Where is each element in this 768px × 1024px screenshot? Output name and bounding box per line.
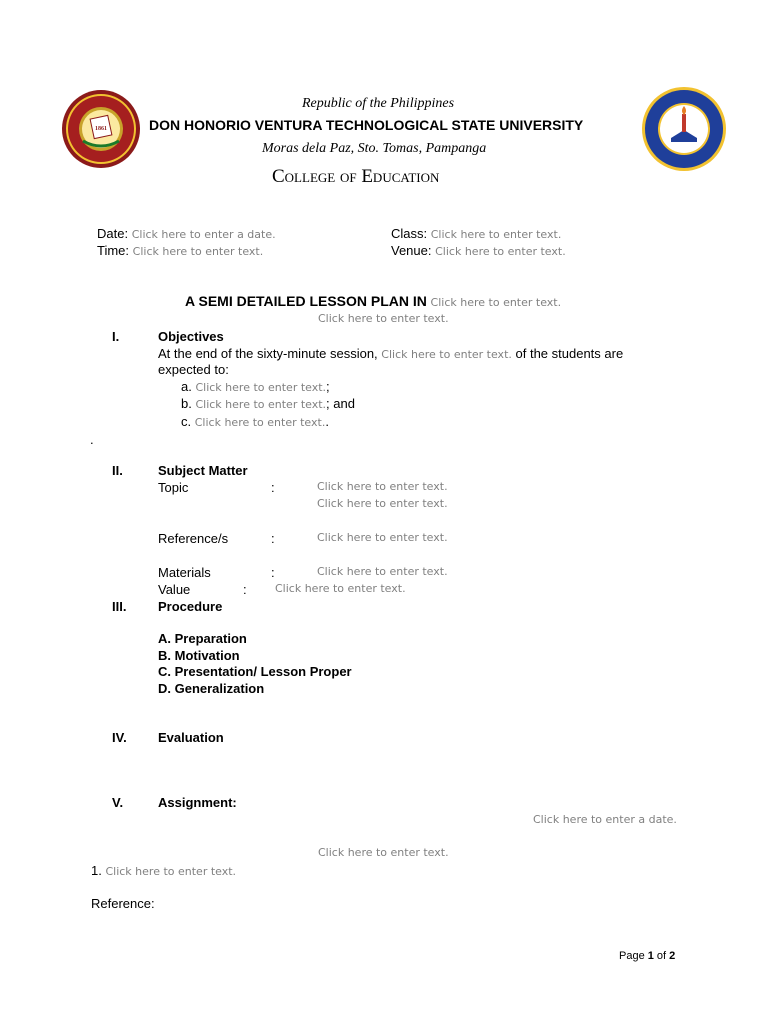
assignment-date-field[interactable]: Click here to enter a date.: [533, 813, 677, 826]
time-label: Time:: [97, 243, 130, 258]
value-field[interactable]: Click here to enter text.: [275, 582, 406, 595]
republic-text: Republic of the Philippines: [302, 96, 455, 111]
class-field[interactable]: Click here to enter text.: [430, 228, 562, 241]
venue-label: Venue:: [391, 243, 432, 258]
date-field[interactable]: Click here to enter a date.: [131, 228, 276, 241]
university-seal-logo: [61, 89, 141, 169]
date-label: Date:: [97, 226, 129, 241]
reference-colon: :: [271, 531, 275, 546]
seal-year: 1861: [95, 126, 107, 132]
college-name: College of Education: [272, 166, 440, 187]
reference-footer-label: Reference:: [91, 896, 155, 911]
grade-field[interactable]: Click here to enter text.: [318, 312, 449, 325]
time-field[interactable]: Click here to enter text.: [132, 245, 264, 258]
subject-field[interactable]: Click here to enter text.: [430, 296, 562, 309]
class-label: Class:: [391, 226, 428, 241]
materials-label: Materials: [158, 565, 211, 580]
procedure-num: III.: [112, 599, 127, 614]
objective-b: b. Click here to enter text.; and: [181, 396, 355, 411]
students-count-field[interactable]: Click here to enter text.: [381, 348, 512, 361]
objective-c-field[interactable]: Click here to enter text.: [194, 416, 326, 429]
objectives-intro-cont: expected to:: [158, 362, 229, 377]
topic-colon: :: [271, 480, 275, 495]
procedure-item-presentation: C. Presentation/ Lesson Proper: [158, 664, 352, 679]
page-number: Page 1 of 2: [619, 950, 676, 962]
objective-c: c. Click here to enter text..: [181, 414, 329, 429]
class-row: [391, 226, 561, 241]
subject-num: II.: [112, 463, 123, 478]
value-colon: :: [243, 582, 247, 597]
reference-label: Reference/s: [158, 531, 229, 546]
materials-colon: :: [271, 565, 275, 580]
venue-field[interactable]: Click here to enter text.: [435, 245, 566, 258]
objectives-intro: At the end of the sixty-minute session, Click here to enter text. of the students are: [158, 346, 624, 361]
assignment-item-field[interactable]: Click here to enter text.: [105, 865, 237, 878]
objective-b-field[interactable]: Click here to enter text.: [195, 398, 327, 411]
objective-a: a. Click here to enter text.;: [181, 379, 330, 394]
university-name: DON HONORIO VENTURA TECHNOLOGICAL STATE UNIVERSITY: [149, 117, 584, 133]
procedure-heading: Procedure: [158, 599, 223, 614]
value-label: Value: [158, 582, 191, 597]
objectives-num: I.: [112, 329, 120, 344]
venue-row: [391, 243, 566, 258]
evaluation-num: IV.: [112, 730, 127, 745]
assignment-text-field[interactable]: Click here to enter text.: [318, 846, 449, 859]
university-address: Moras dela Paz, Sto. Tomas, Pampanga: [262, 141, 487, 156]
procedure-item-generalization: D. Generalization: [158, 681, 265, 696]
topic-label: Topic: [158, 480, 189, 495]
assignment-num: V.: [112, 795, 124, 810]
assignment-heading: Assignment:: [158, 795, 237, 810]
objective-a-field[interactable]: Click here to enter text.: [195, 381, 327, 394]
objectives-heading: Objectives: [158, 329, 224, 344]
evaluation-heading: Evaluation: [158, 730, 224, 745]
procedure-item-preparation: A. Preparation: [158, 631, 247, 646]
stray-dot: .: [90, 432, 94, 447]
materials-field[interactable]: Click here to enter text.: [317, 565, 448, 578]
assignment-list-item: 1. Click here to enter text.: [91, 863, 237, 878]
lesson-plan-title: [185, 293, 561, 309]
procedure-item-motivation: B. Motivation: [158, 648, 240, 663]
reference-field[interactable]: Click here to enter text.: [317, 531, 448, 544]
title-text: A SEMI DETAILED LESSON PLAN IN: [185, 293, 427, 309]
time-row: [97, 243, 263, 258]
college-of-education-logo: [641, 86, 727, 172]
topic-field[interactable]: Click here to enter text.: [317, 480, 448, 493]
topic-field-2[interactable]: Click here to enter text.: [317, 497, 448, 510]
date-row: [97, 226, 276, 241]
subject-heading: Subject Matter: [158, 463, 248, 478]
